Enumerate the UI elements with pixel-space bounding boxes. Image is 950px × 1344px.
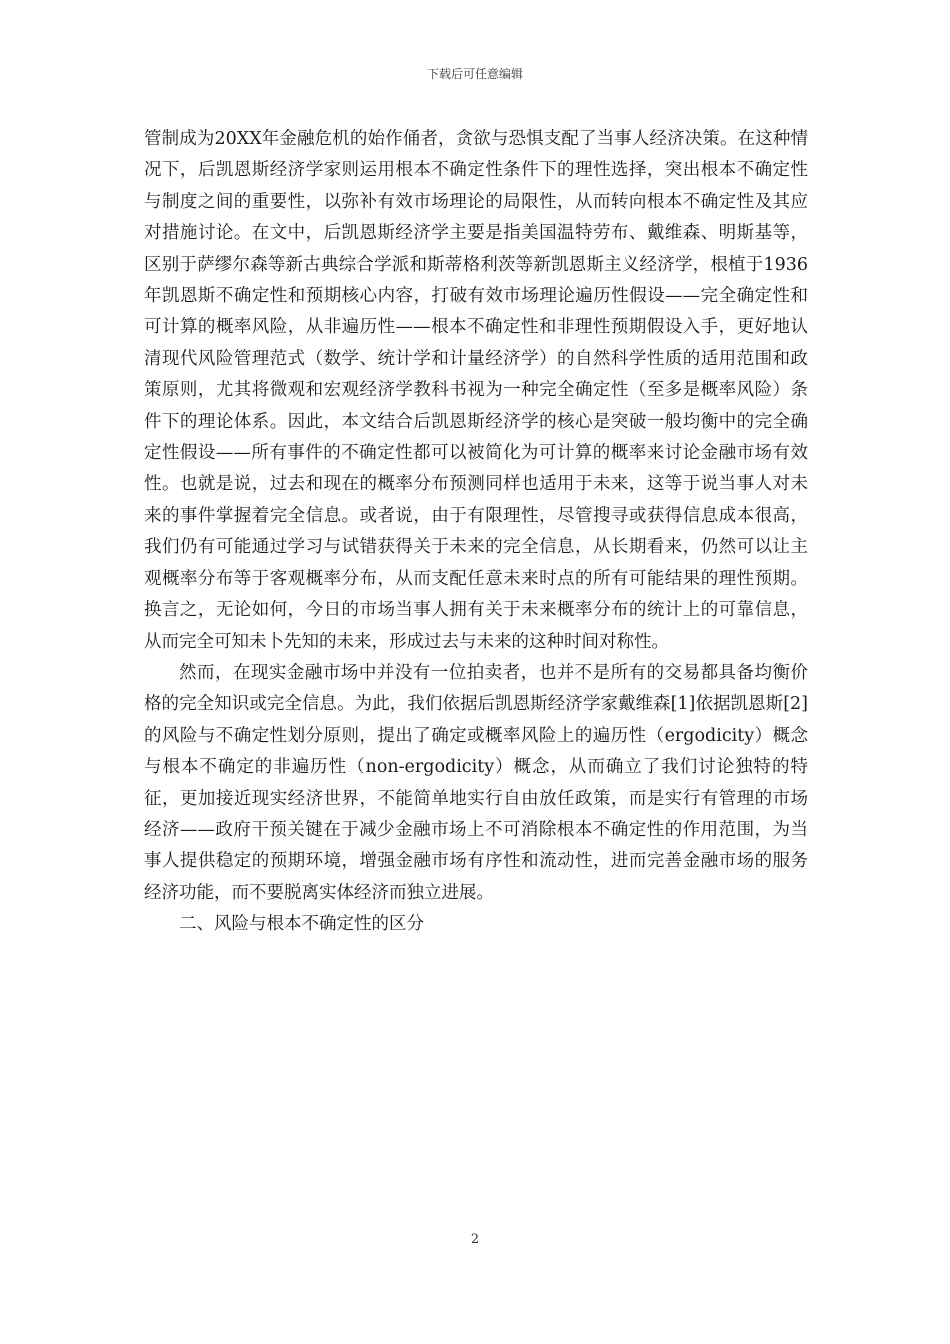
page-header: 下载后可任意编辑	[426, 67, 523, 81]
page-number: 2	[470, 1232, 480, 1247]
header-rule	[143, 90, 807, 91]
paragraph-2: 然而，在现实金融市场中并没有一位拍卖者，也并不是所有的交易都具备均衡价格的完全知识或完全信息。为此，我们依据后凯恩斯经济学家戴维森[1]依据凯恩斯[2]的风险与不确定性划分原则，提出了确定或概率风险上的遍历性（ergodicity）概念与根本不确定的非遍历性（non-ergodicity）概念，从而确立了我们讨论独特的特征，更加接近现实经济世界，不能简单地实行自由放任政策，而是实行有管理的市场经济——政府干预关键在于减少金融市场上不可消除根本不确定性的作用范围，为当事人提供稳定的预期环境，增强金融市场有序性和流动性，进而完善金融市场的服务经济功能，而不要脱离实体经济而独立进展。	[144, 662, 808, 903]
document-body	[144, 124, 808, 941]
paragraph-1: 管制成为20XX年金融危机的始作俑者，贪欲与恐惧支配了当事人经济决策。在这种情况下，后凯恩斯经济学家则运用根本不确定性条件下的理性选择，突出根本不确定性与制度之间的重要性，以弥补有效市场理论的局限性，从而转向根本不确定性及其应对措施讨论。在文中，后凯恩斯经济学主要是指美国温特劳布、戴维森、明斯基等，区别于萨缪尔森等新古典综合学派和斯蒂格利茨等新凯恩斯主义经济学，根植于1936年凯恩斯不确定性和预期核心内容，打破有效市场理论遍历性假设——完全确定性和可计算的概率风险，从非遍历性——根本不确定性和非理性预期假设入手，更好地认清现代风险管理范式（数学、统计学和计量经济学）的自然科学性质的适用范围和政策原则，尤其将微观和宏观经济学教科书视为一种完全确定性（至多是概率风险）条件下的理论体系。因此，本文结合后凯恩斯经济学的核心是突破一般均衡中的完全确定性假设——所有事件的不确定性都可以被简化为可计算的概率来讨论金融市场有效性。也就是说，过去和现在的概率分布预测同样也适用于未来，这等于说当事人对未来的事件掌握着完全信息。或者说，由于有限理性，尽管搜寻或获得信息成本很高，我们仍有可能通过学习与试错获得关于未来的完全信息，从长期看来，仍然可以让主观概率分布等于客观概率分布，从而支配任意未来时点的所有可能结果的理性预期。换言之，无论如何，今日的市场当事人拥有关于未来概率分布的统计上的可靠信息，从而完全可知未卜先知的未来，形成过去与未来的这种时间对称性。	[144, 129, 808, 652]
section-heading: 二、风险与根本不确定性的区分	[179, 914, 424, 935]
